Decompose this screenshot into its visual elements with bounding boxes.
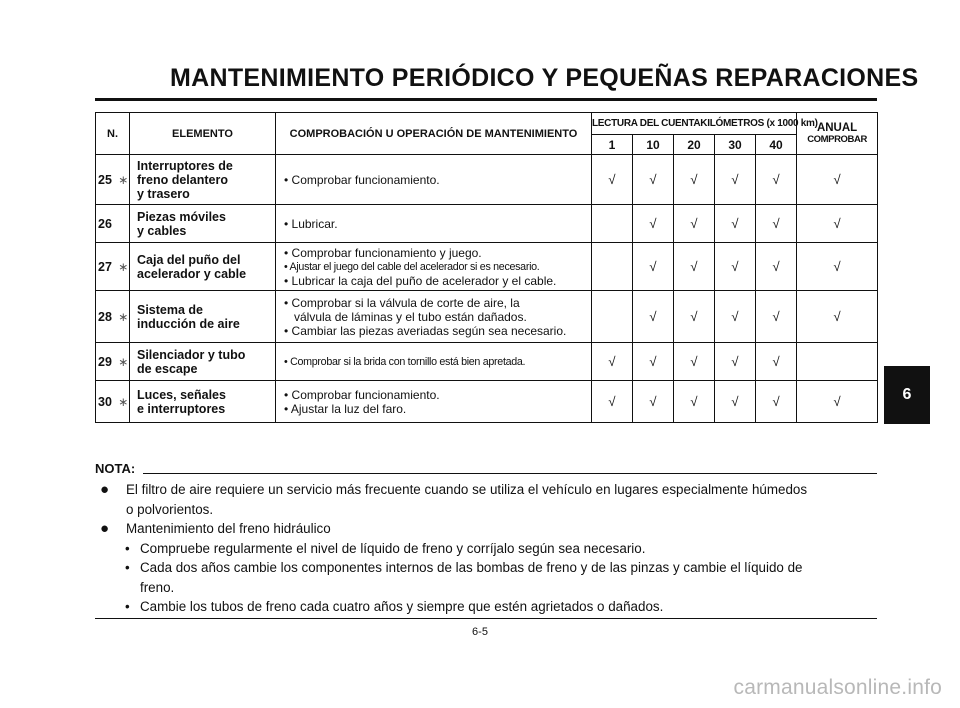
item-element-line: Interruptores de <box>137 158 233 173</box>
item-number: 26 <box>96 205 118 243</box>
header-anual-label: ANUAL <box>816 122 858 134</box>
item-element-line: y cables <box>137 223 187 238</box>
check-mark: √ <box>592 155 633 205</box>
service-dealer-mark <box>118 205 130 243</box>
item-operation-line: • Lubricar la caja del puño de acelerador y el cable. <box>284 273 557 288</box>
header-comprobar-label: COMPROBAR <box>807 134 867 145</box>
check-mark: √ <box>756 381 797 423</box>
service-dealer-mark: ∗ <box>118 291 130 343</box>
service-dealer-mark: ∗ <box>118 343 130 381</box>
item-element <box>130 243 276 291</box>
item-element-line: Caja del puño del <box>137 252 241 267</box>
check-mark: √ <box>715 381 756 423</box>
check-mark <box>592 243 633 291</box>
item-element-line: Silenciador y tubo <box>137 347 246 362</box>
check-mark: √ <box>592 381 633 423</box>
check-mark: √ <box>756 291 797 343</box>
check-mark: √ <box>756 155 797 205</box>
item-element-line: Piezas móviles <box>137 209 226 224</box>
item-operation-line: válvula de láminas y el tubo están dañados. <box>294 309 527 324</box>
item-element <box>130 155 276 205</box>
item-element <box>130 381 276 423</box>
header-n: N. <box>96 113 130 155</box>
item-number: 25 <box>96 155 118 205</box>
item-element <box>130 205 276 243</box>
page-title: MANTENIMIENTO PERIÓDICO Y PEQUEÑAS REPARACIONES <box>170 64 919 92</box>
maintenance-table <box>95 112 878 423</box>
item-number: 27 <box>96 243 118 291</box>
header-elemento: ELEMENTO <box>130 113 276 155</box>
section-tab: 6 <box>884 366 930 424</box>
service-dealer-mark: ∗ <box>118 381 130 423</box>
nota-line: Cambie los tubos de freno cada cuatro años y siempre que estén agrietados o dañados. <box>140 599 664 614</box>
service-dealer-mark: ∗ <box>118 243 130 291</box>
header-km-20: 20 <box>674 135 715 155</box>
item-number: 28 <box>96 291 118 343</box>
nota-line: o polvorientos. <box>126 501 214 517</box>
nota-line: freno. <box>140 579 175 595</box>
check-mark <box>592 205 633 243</box>
item-number: 29 <box>96 343 118 381</box>
check-mark: √ <box>674 155 715 205</box>
nota-line: El filtro de aire requiere un servicio más frecuente cuando se utiliza el vehículo en lugares especialmente húmedos <box>126 482 808 497</box>
item-operation <box>276 291 592 343</box>
bullet-icon: ● <box>100 481 110 498</box>
nota-line: Compruebe regularmente el nivel de líquido de freno y corríjalo según sea necesario. <box>140 540 646 556</box>
table-row <box>96 381 878 423</box>
sub-bullet-icon: • <box>125 540 130 556</box>
item-operation-line: • Comprobar funcionamiento y juego. <box>284 245 482 260</box>
table-header <box>96 113 878 155</box>
check-mark: √ <box>633 291 674 343</box>
nota-item <box>100 597 880 617</box>
check-mark: √ <box>633 343 674 381</box>
nota-label: NOTA: <box>95 461 136 476</box>
item-operation <box>276 243 592 291</box>
sub-bullet-icon: • <box>125 599 130 614</box>
item-operation <box>276 381 592 423</box>
check-mark: √ <box>715 291 756 343</box>
table-row <box>96 343 878 381</box>
service-dealer-mark: ∗ <box>118 155 130 205</box>
nota-list <box>100 480 880 617</box>
item-operation <box>276 343 592 381</box>
check-mark: √ <box>756 243 797 291</box>
sub-bullet-icon: • <box>125 560 130 575</box>
table-row <box>96 205 878 243</box>
item-operation-line: • Ajustar la luz del faro. <box>284 401 407 416</box>
header-odometer: LECTURA DEL CUENTAKILÓMETROS (x 1000 km) <box>592 113 797 135</box>
check-mark: √ <box>797 205 878 243</box>
check-mark: √ <box>715 155 756 205</box>
check-mark: √ <box>633 243 674 291</box>
check-mark: √ <box>756 205 797 243</box>
check-mark: √ <box>797 381 878 423</box>
header-km-10: 10 <box>633 135 674 155</box>
item-element <box>130 291 276 343</box>
item-element-line: de escape <box>137 361 198 376</box>
item-element-line: e interruptores <box>137 401 226 416</box>
bullet-icon: ● <box>100 520 110 537</box>
item-operation-line: • Cambiar las piezas averiadas según sea necesario. <box>284 323 567 338</box>
check-mark: √ <box>592 343 633 381</box>
nota-item <box>100 558 880 597</box>
check-mark: √ <box>715 205 756 243</box>
item-element-line: inducción de aire <box>137 316 240 331</box>
item-operation <box>276 155 592 205</box>
header-km-40: 40 <box>756 135 797 155</box>
check-mark: √ <box>674 381 715 423</box>
header-operacion: COMPROBACIÓN U OPERACIÓN DE MANTENIMIENTO <box>276 113 592 155</box>
header-km-1: 1 <box>592 135 633 155</box>
check-mark: √ <box>797 155 878 205</box>
item-element-line: Luces, señales <box>137 387 226 402</box>
check-mark: √ <box>715 243 756 291</box>
item-operation-line: • Comprobar si la válvula de corte de aire, la <box>284 295 520 310</box>
item-element-line: Sistema de <box>137 302 204 317</box>
check-mark: √ <box>797 291 878 343</box>
check-mark: √ <box>633 205 674 243</box>
item-element-line: acelerador y cable <box>137 266 247 281</box>
table-body <box>96 155 878 423</box>
item-element-line: y trasero <box>137 186 190 201</box>
nota-item <box>100 519 880 539</box>
check-mark: √ <box>633 155 674 205</box>
check-mark <box>592 291 633 343</box>
header-km-30: 30 <box>715 135 756 155</box>
check-mark: √ <box>674 343 715 381</box>
item-operation <box>276 205 592 243</box>
item-number: 30 <box>96 381 118 423</box>
item-element-line: freno delantero <box>137 172 228 187</box>
check-mark: √ <box>797 243 878 291</box>
item-operation-line: • Lubricar. <box>284 216 338 231</box>
check-mark: √ <box>674 205 715 243</box>
table-row <box>96 243 878 291</box>
item-operation-line: • Ajustar el juego del cable del acelerador si es necesario. <box>284 260 540 273</box>
page-number: 6-5 <box>472 626 488 638</box>
nota-line: Cada dos años cambie los componentes internos de las bombas de freno y de las pinzas y cambie el líquido de <box>140 560 803 575</box>
item-operation-line: • Comprobar si la brida con tornillo está bien apretada. <box>284 355 526 368</box>
check-mark: √ <box>633 381 674 423</box>
check-mark: √ <box>715 343 756 381</box>
nota-line: Mantenimiento del freno hidráulico <box>126 521 331 536</box>
watermark: carmanualsonline.info <box>733 676 942 699</box>
bottom-rule <box>95 618 877 619</box>
check-mark <box>797 343 878 381</box>
item-operation-line: • Comprobar funcionamiento. <box>284 172 440 187</box>
item-operation-line: • Comprobar funcionamiento. <box>284 387 440 402</box>
title-underline <box>95 98 877 101</box>
nota-item <box>100 539 880 559</box>
check-mark: √ <box>674 243 715 291</box>
table-row <box>96 291 878 343</box>
table-row <box>96 155 878 205</box>
nota-rule <box>143 473 877 474</box>
nota-item <box>100 480 880 519</box>
check-mark: √ <box>674 291 715 343</box>
check-mark: √ <box>756 343 797 381</box>
item-element <box>130 343 276 381</box>
